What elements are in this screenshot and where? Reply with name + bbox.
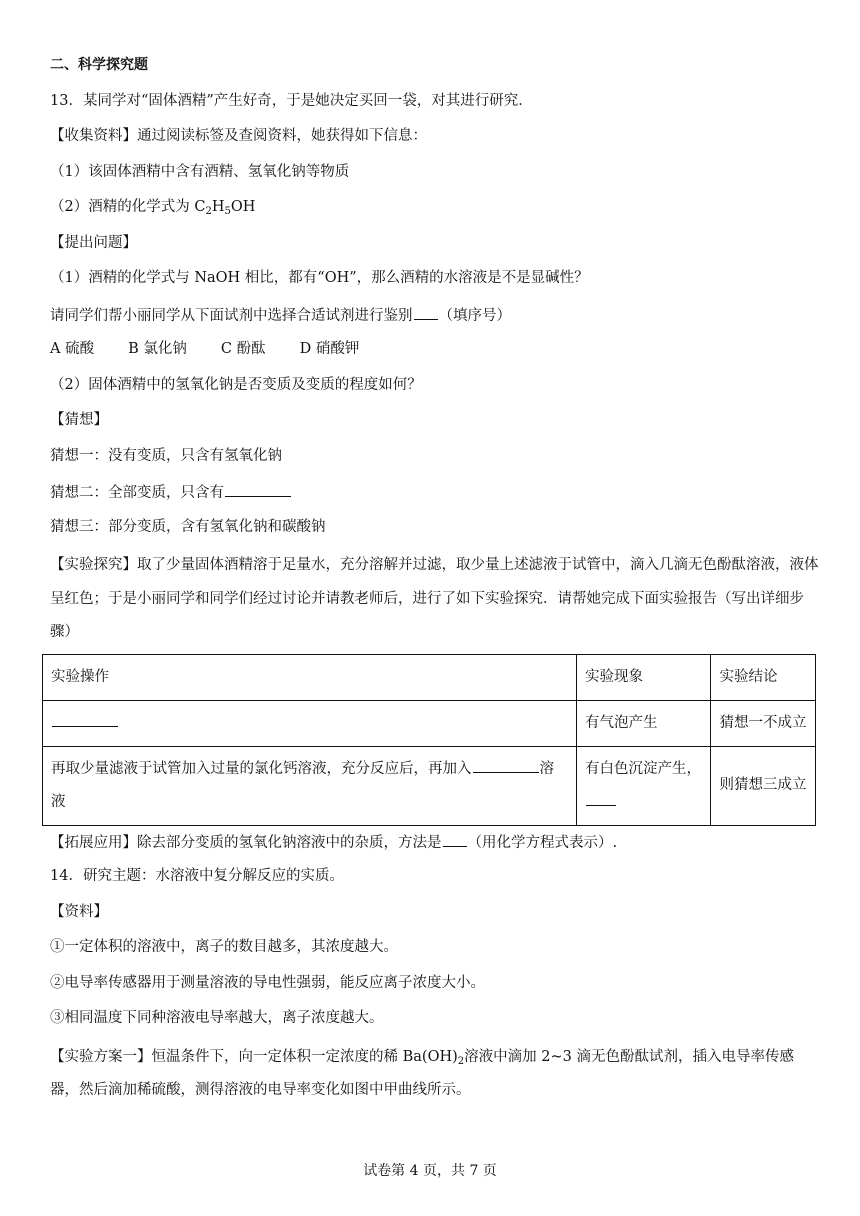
- resource-1: ①一定体积的溶液中，离子的数目越多，其浓度越大。: [50, 939, 398, 955]
- phenomenon-text: 有白色沉淀产生，: [585, 760, 702, 777]
- experiment-plan-1: [50, 1041, 820, 1108]
- reagent-options: [50, 336, 820, 372]
- operation-suffix: 溶液: [51, 760, 554, 810]
- formula-sub: 2: [205, 206, 212, 217]
- guess-tag: 【猜想】: [50, 412, 108, 428]
- guess-3: 猜想三：部分变质，含有氢氧化钠和碳酸钠: [50, 518, 326, 535]
- q13-intro: 13．某同学对“固体酒精”产生好奇，于是她决定买回一袋，对其进行研究．: [50, 92, 533, 109]
- table-row: [43, 700, 816, 746]
- option-a: A 硫酸: [50, 341, 95, 357]
- answer-blank[interactable]: [414, 303, 438, 320]
- table-row: [43, 746, 816, 825]
- operation-cell: [43, 700, 577, 746]
- guess-1: 猜想一：没有变质，只含有氢氧化钠: [50, 447, 282, 464]
- extend-text: 【拓展应用】除去部分变质的氢氧化钠溶液中的杂质，方法是: [50, 834, 442, 851]
- q13-info-2: [50, 194, 820, 230]
- answer-blank[interactable]: [443, 830, 467, 847]
- formula-prefix: （2）酒精的化学式为 C: [50, 199, 206, 215]
- resource-2: ②电导率传感器用于测量溶液的导电性强弱，能反应离子浓度大小。: [50, 974, 485, 991]
- resource-3: ③相同温度下同种溶液电导率越大，离子浓度越大。: [50, 1010, 384, 1026]
- plan-suffix: 溶液中滴加 2~3 滴无色酚酞试剂，插入电导率传感器，然后滴加稀硫酸，测得溶液的电导率变化如图中甲曲线所示。: [50, 1048, 794, 1098]
- instruction-suffix: （填序号）: [438, 307, 511, 324]
- conclusion-cell: 则猜想三成立: [711, 746, 816, 825]
- operation-text: 再取少量滤液于试管加入过量的氯化钙溶液，充分反应后，再加入: [51, 760, 472, 777]
- answer-blank[interactable]: [225, 480, 291, 497]
- option-c: C 酚酞: [220, 341, 266, 357]
- answer-blank[interactable]: [473, 756, 539, 773]
- experiment-report-table: [42, 654, 816, 826]
- formula-sub: 5: [224, 206, 231, 217]
- q14-intro: 14．研究主题：水溶液中复分解反应的实质。: [50, 868, 344, 884]
- q13-sub-question-1: （1）酒精的化学式与 NaOH 相比，都有“OH”，那么酒精的水溶液是不是显碱性？: [50, 270, 589, 286]
- q13-instruction: [50, 301, 820, 337]
- instruction-text: 请同学们帮小丽同学从下面试剂中选择合适试剂进行鉴别: [50, 307, 413, 324]
- header-operation: 实验操作: [43, 654, 577, 700]
- section-title: 二、科学探究题: [50, 57, 148, 73]
- header-phenomenon: 实验现象: [577, 654, 711, 700]
- phenomenon-cell: 有气泡产生: [577, 700, 711, 746]
- conclusion-cell: 猜想一不成立: [711, 700, 816, 746]
- q13-sub-question-2: （2）固体酒精中的氢氧化钠是否变质及变质的程度如何？: [50, 376, 422, 393]
- experiment-explore: 【实验探究】取了少量固体酒精溶于足量水，充分溶解并过滤，取少量上述滤液于试管中，滴入几滴无色酚酞溶液，液体呈红色；于是小丽同学和同学们经过讨论并请教老师后，进行了如下实验探究．请帮她完成下面实验报告（写出详细步骤）: [50, 557, 819, 640]
- collect-tag: 【收集资料】: [50, 128, 137, 144]
- header-conclusion: 实验结论: [711, 654, 816, 700]
- formula-suffix: OH: [230, 199, 256, 215]
- formula-mid: H: [211, 199, 225, 215]
- answer-blank[interactable]: [586, 789, 616, 806]
- plan-text: 【实验方案一】恒温条件下，向一定体积一定浓度的稀 Ba(OH): [50, 1048, 458, 1065]
- q13-collect-info: [50, 123, 820, 159]
- guess-2: [50, 478, 820, 514]
- table-header-row: [43, 654, 816, 700]
- resource-tag: 【资料】: [50, 903, 108, 920]
- answer-blank[interactable]: [52, 710, 118, 727]
- option-b: B 氯化钠: [128, 341, 187, 357]
- page-content: [50, 52, 820, 1108]
- guess-2-text: 猜想二：全部变质，只含有: [50, 485, 224, 501]
- extend-suffix: （用化学方程式表示）.: [467, 834, 618, 851]
- question-tag: 【提出问题】: [50, 234, 137, 251]
- formula-sub: 2: [457, 1055, 465, 1067]
- collect-text: 通过阅读标签及查阅资料，她获得如下信息：: [137, 128, 427, 144]
- q13-info-1: （1）该固体酒精中含有酒精、氢氧化钠等物质: [50, 163, 350, 180]
- operation-cell: [43, 746, 577, 825]
- extend-application: [50, 828, 820, 864]
- option-d: D 硝酸钾: [299, 341, 360, 357]
- page-footer: 试卷第 4 页，共 7 页: [363, 1163, 497, 1179]
- phenomenon-cell: [577, 746, 711, 825]
